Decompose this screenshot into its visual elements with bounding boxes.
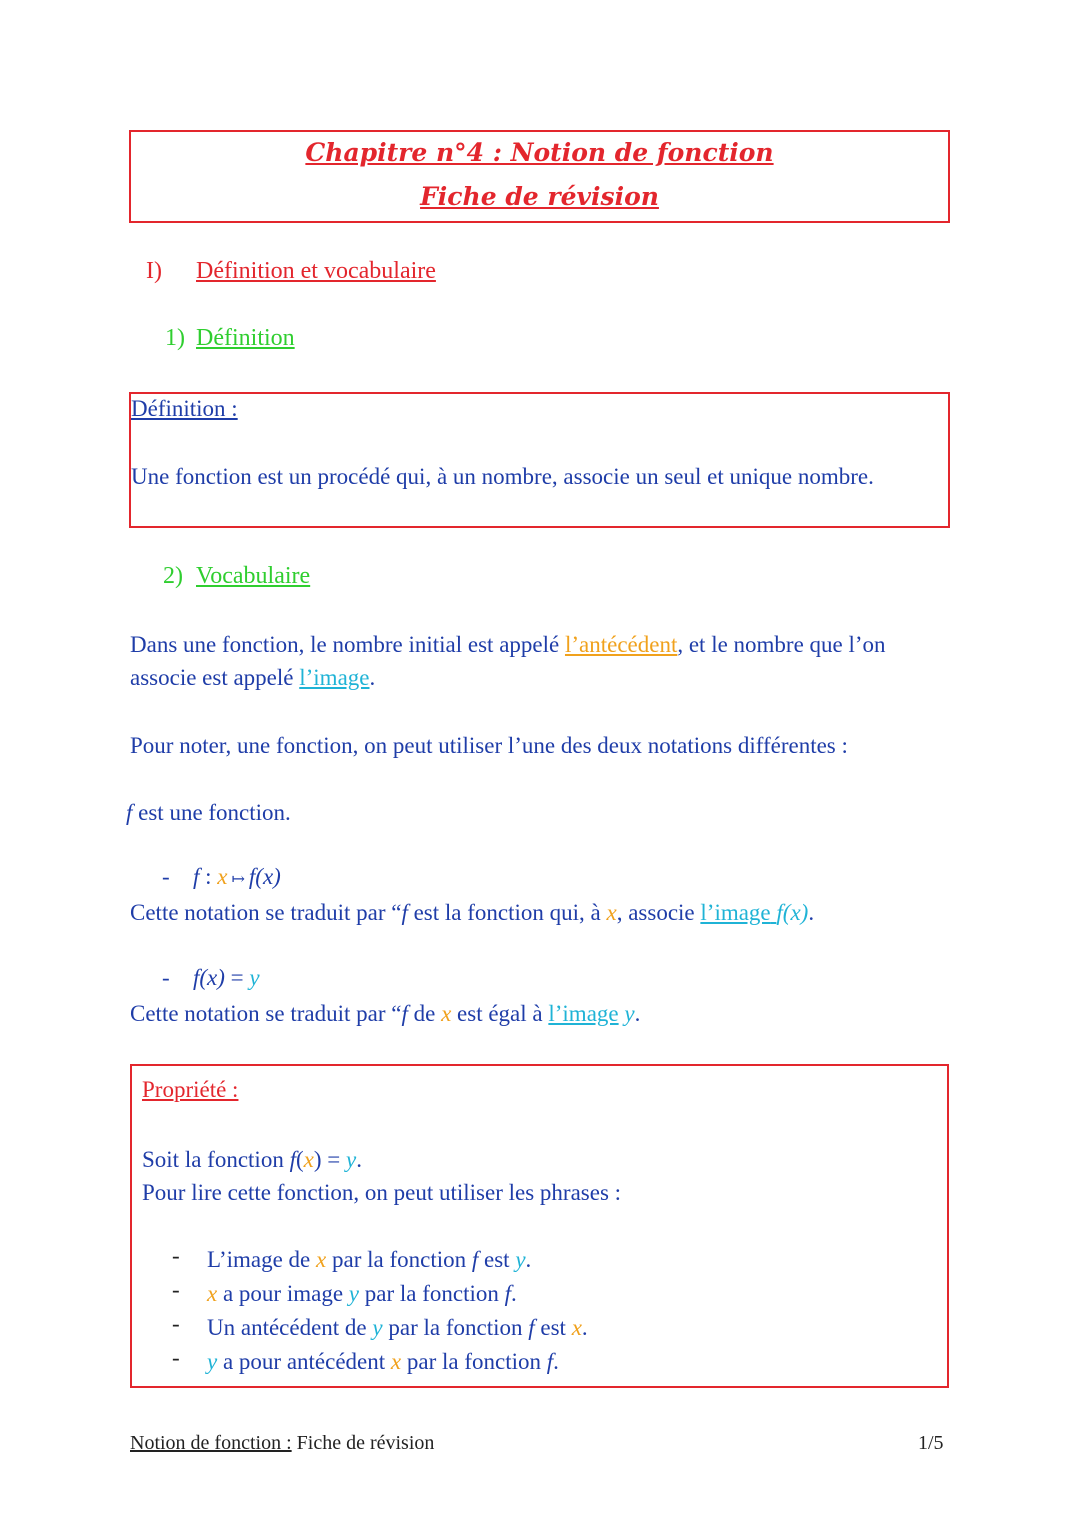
text-span: . xyxy=(369,665,376,690)
text-span: a pour image xyxy=(217,1281,349,1306)
f-symbol: f xyxy=(546,1349,554,1374)
footer-title xyxy=(130,1432,434,1455)
text-span: de xyxy=(407,1001,442,1026)
text-span: = xyxy=(321,1147,347,1172)
notation-intro: Pour noter, une fonction, on peut utiliser l’une des deux notations différentes : xyxy=(130,733,848,758)
list-dash: - xyxy=(172,1345,180,1370)
text-span: Cette notation se traduit par “ xyxy=(130,1001,402,1026)
notation-2-dash: - xyxy=(162,965,170,990)
list-item xyxy=(207,1277,517,1310)
text-span: . xyxy=(511,1281,517,1306)
text-span: . xyxy=(581,1315,588,1340)
property-box xyxy=(130,1064,949,1388)
text-span: Un antécédent de xyxy=(207,1315,373,1340)
text-span: est égal à xyxy=(451,1001,549,1026)
property-line-1 xyxy=(142,1143,362,1176)
page-number: 1/5 xyxy=(918,1432,944,1454)
definition-label: Définition : xyxy=(131,396,238,421)
text-span: : xyxy=(199,864,218,889)
text-span: est une fonction. xyxy=(132,800,291,825)
x-symbol: x xyxy=(316,1247,327,1272)
antecedent-term: l’antécédent xyxy=(564,632,678,657)
image-term: l’image xyxy=(700,900,771,925)
footer-underlined: Notion de fonction : xyxy=(130,1432,292,1454)
text-span: par la fonction xyxy=(326,1247,472,1272)
text-span: ( xyxy=(295,1147,304,1172)
chapter-title: Chapitre n°4 : Notion de fonction xyxy=(305,138,774,167)
text-span: par la fonction xyxy=(359,1281,505,1306)
notation-2-explanation xyxy=(130,997,950,1030)
subsection-1-title: Définition xyxy=(196,325,295,351)
text-span: . xyxy=(553,1349,559,1374)
section-number: I) xyxy=(146,258,162,284)
text-span: . xyxy=(634,1001,641,1026)
list-dash: - xyxy=(172,1277,180,1302)
text-span: est xyxy=(534,1315,572,1340)
list-item xyxy=(207,1345,559,1378)
chapter-subtitle: Fiche de révision xyxy=(420,182,659,211)
subsection-2-title: Vocabulaire xyxy=(196,563,311,589)
notation-1-formula xyxy=(193,864,281,890)
text-span: ) xyxy=(313,1147,322,1172)
f-symbol: f xyxy=(401,1001,408,1026)
text-span: , et le nombre que l’on associe est appelé xyxy=(130,632,886,690)
y-symbol: y xyxy=(624,1001,635,1026)
y-symbol: y xyxy=(372,1315,383,1340)
text-span: est la fonction qui, à xyxy=(407,900,607,925)
notation-2-formula xyxy=(193,965,260,991)
text-span: . xyxy=(808,900,815,925)
fx-symbol: f(x) xyxy=(776,900,809,925)
notation-1-dash: - xyxy=(162,864,170,889)
f-symbol: f xyxy=(401,900,408,925)
vocab-paragraph xyxy=(130,628,930,694)
text-span: par la fonction xyxy=(401,1349,547,1374)
text-span: = xyxy=(224,965,250,990)
maps-to-arrow: ↦ xyxy=(227,871,249,888)
section-title: Définition et vocabulaire xyxy=(196,258,436,284)
title-box xyxy=(129,130,950,223)
f-symbol: f xyxy=(504,1281,512,1306)
subsection-1-number: 1) xyxy=(165,325,185,351)
footer-rest: Fiche de révision xyxy=(291,1432,435,1454)
property-line-2: Pour lire cette fonction, on peut utiliser les phrases : xyxy=(142,1180,622,1205)
text-span: L’image de xyxy=(207,1247,317,1272)
text-span: Dans une fonction, le nombre initial est appelé xyxy=(130,632,565,657)
image-term: l’image xyxy=(299,665,370,690)
f-symbol: f xyxy=(126,800,133,825)
f-symbol: f xyxy=(528,1315,535,1340)
text-span: , associe xyxy=(616,900,701,925)
y-symbol: y xyxy=(515,1247,526,1272)
y-symbol: y xyxy=(249,965,260,990)
list-item xyxy=(207,1243,531,1276)
x-symbol: x xyxy=(207,1281,218,1306)
y-symbol: y xyxy=(207,1349,218,1374)
list-item xyxy=(207,1311,588,1344)
f-is-function xyxy=(126,796,946,829)
f-symbol: f xyxy=(471,1247,479,1272)
x-symbol: x xyxy=(390,1349,402,1374)
x-symbol: x xyxy=(217,864,228,889)
f-symbol: f xyxy=(193,864,200,889)
text-span: . xyxy=(525,1247,532,1272)
notation-1-explanation xyxy=(130,896,950,929)
x-symbol: x xyxy=(303,1147,314,1172)
y-symbol: y xyxy=(348,1281,360,1306)
fx-symbol: f(x) xyxy=(248,864,281,889)
y-symbol: y xyxy=(346,1147,357,1172)
text-span: a pour antécédent xyxy=(217,1349,391,1374)
f-symbol: f xyxy=(289,1147,296,1172)
text-span: est xyxy=(478,1247,516,1272)
text-span: . xyxy=(356,1147,362,1172)
x-symbol: x xyxy=(606,900,617,925)
definition-box xyxy=(129,392,950,528)
definition-text: Une fonction est un procédé qui, à un nombre, associe un seul et unique nombre. xyxy=(131,464,874,489)
list-dash: - xyxy=(172,1311,180,1336)
property-label: Propriété : xyxy=(142,1077,239,1102)
text-span: Cette notation se traduit par “ xyxy=(130,900,402,925)
list-dash: - xyxy=(172,1243,180,1268)
fx-symbol: f(x) xyxy=(193,965,225,990)
text-span: Soit la fonction xyxy=(142,1147,290,1172)
x-symbol: x xyxy=(441,1001,452,1026)
x-symbol: x xyxy=(571,1315,582,1340)
subsection-2-number: 2) xyxy=(163,563,183,589)
text-span: par la fonction xyxy=(382,1315,529,1340)
image-term: l’image xyxy=(548,1001,619,1026)
